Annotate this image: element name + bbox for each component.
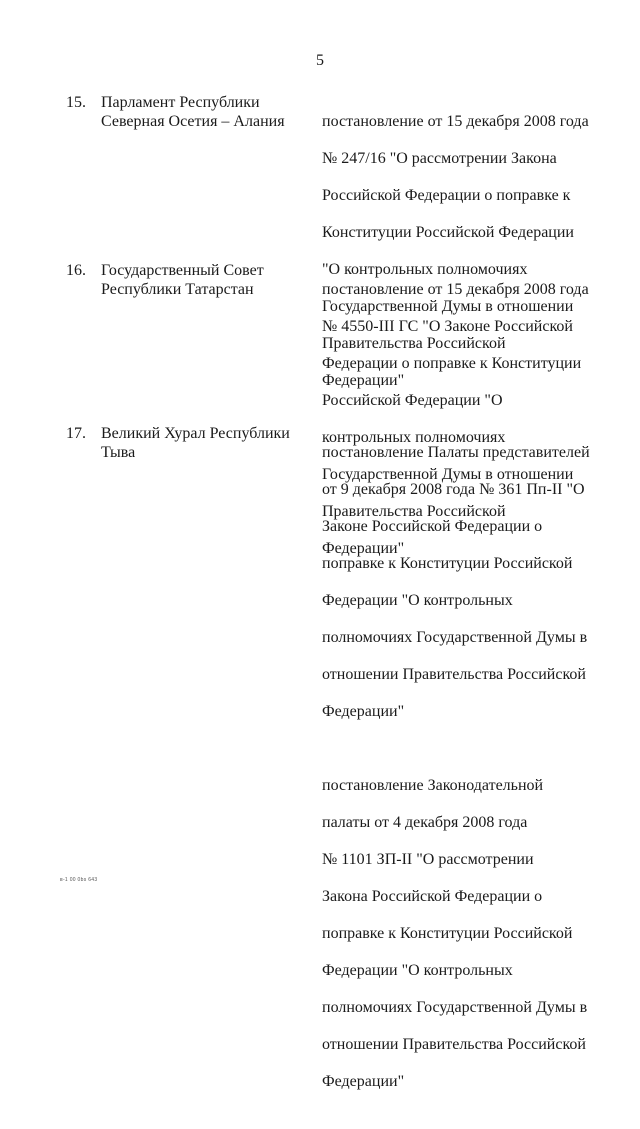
legislative-body-name — [101, 425, 301, 462]
document-line: Конституции Российской Федерации — [322, 223, 574, 241]
document-line: Правительства Российской — [322, 502, 506, 520]
document-line: полномочиях Государственной Думы в — [322, 628, 588, 646]
document-line: Федерации "О контрольных — [322, 591, 513, 609]
document-line: постановление от 15 декабря 2008 года — [322, 280, 589, 298]
body-line: Северная Осетия – Алания — [101, 112, 285, 130]
document-line: Государственной Думы в отношении — [322, 465, 574, 483]
document-line: № 247/16 "О рассмотрении Закона — [322, 149, 557, 167]
entry-number: 16. — [66, 262, 86, 279]
page-number: 5 — [316, 52, 324, 69]
document-line: поправке к Конституции Российской — [322, 554, 573, 572]
document-reference — [322, 759, 590, 1111]
document-line: отношении Правительства Российской — [322, 665, 586, 683]
document-line: постановление Палаты представителей — [322, 443, 590, 461]
document-reference — [322, 425, 590, 740]
document-line: постановление от 15 декабря 2008 года — [322, 112, 589, 130]
body-line: Великий Хурал Республики — [101, 425, 290, 442]
body-line: Государственный Совет — [101, 262, 264, 279]
document-line: Федерации" — [322, 702, 405, 720]
document-line: контрольных полномочиях — [322, 428, 506, 446]
document-line: Федерации" — [322, 1073, 405, 1090]
document-line: Федерации" — [322, 371, 405, 389]
document-line: Федерации" — [322, 539, 405, 557]
document-line: поправке к Конституции Российской — [322, 925, 573, 942]
document-line: Российской Федерации "О — [322, 391, 503, 409]
document-line: Государственной Думы в отношении — [322, 297, 574, 315]
footer-document-code: в-1 00 0bs 643 — [60, 877, 98, 883]
entry-number: 17. — [66, 425, 86, 442]
document-list — [322, 425, 590, 1129]
document-line: № 1101 ЗП-II "О рассмотрении — [322, 851, 534, 868]
document-line: полномочиях Государственной Думы в — [322, 999, 588, 1016]
document-line: постановление Законодательной — [322, 777, 544, 794]
body-line: Парламент Республики — [101, 94, 260, 111]
entry-number: 15. — [66, 94, 86, 111]
document-line: № 4550-III ГС "О Законе Российской — [322, 317, 573, 335]
document-line: Закона Российской Федерации о — [322, 888, 543, 905]
document-line: Законе Российской Федерации о — [322, 517, 543, 535]
document-line: отношении Правительства Российской — [322, 1036, 586, 1053]
body-line: Республики Татарстан — [101, 280, 254, 298]
document-line: Федерации о поправке к Конституции — [322, 354, 582, 372]
document-line: Правительства Российской — [322, 334, 506, 352]
legislative-body-name — [101, 94, 301, 131]
document-line: "О контрольных полномочиях — [322, 260, 528, 278]
document-line: Федерации "О контрольных — [322, 962, 513, 979]
body-line: Тыва — [101, 443, 136, 461]
document-line: от 9 декабря 2008 года № 361 Пп-II "О — [322, 480, 585, 498]
document-line: Российской Федерации о поправке к — [322, 186, 571, 204]
legislative-body-name — [101, 262, 301, 299]
document-line: палаты от 4 декабря 2008 года — [322, 814, 528, 831]
